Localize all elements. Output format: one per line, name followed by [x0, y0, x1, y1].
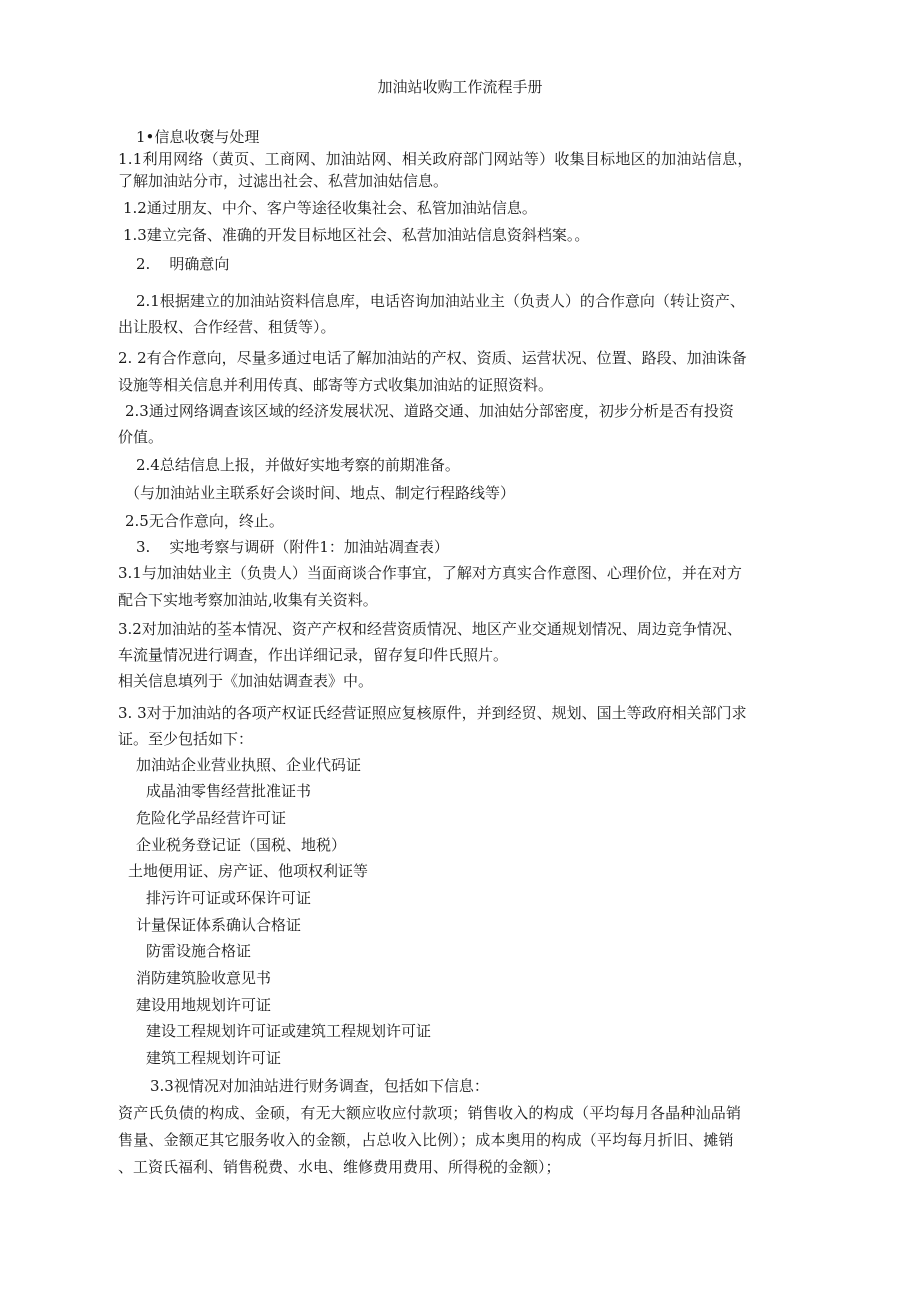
list-item: 成晶油零售经营批准证书	[146, 782, 312, 800]
list-item: 土地便用证、房产证、他项权利证等	[128, 862, 369, 880]
paragraph-line: 售量、金额疋其它服务收入的金额，占总收入比例）；成本奥用的构成（平均每月折旧、摊销	[118, 1131, 734, 1149]
paragraph-line: 、工资氏福利、销售税费、水电、维修费用费用、所得税的金额）；	[118, 1158, 561, 1176]
list-item: 防雷设施合格证	[146, 942, 252, 960]
paragraph-line: 证。至少包括如下：	[118, 730, 254, 748]
paragraph-line: 了解加油站分市，过滤出社会、私营加油姑信息。	[118, 172, 449, 190]
paragraph-line: 2. 2有合作意向，尽量多通过电话了解加油站的产权、资质、运营状况、位置、路段、加油诛备	[118, 349, 747, 367]
list-item: 企业税务登记证（国税、地税）	[136, 836, 347, 854]
paragraph-line: 3.3视情况对加油站进行财务调查，包括如下信息：	[150, 1077, 489, 1095]
list-item: 建设工程规划许可证或建筑工程规划许可证	[146, 1022, 432, 1040]
list-item: 建设用地规划许可证	[136, 996, 272, 1014]
paragraph-line: 设施等相关信息并利用传真、邮寄等方式收集加油站的证照资料。	[118, 376, 554, 394]
section-heading: 1•信息收褒与处理	[136, 128, 260, 146]
list-item: 建筑工程规划许可证	[146, 1049, 282, 1067]
paragraph-line: 3.2对加油站的荃本情况、资产产权和经营资质情况、地区产业交通规划情况、周边竞争情况、	[118, 620, 742, 638]
list-item: 危险化学品经营许可证	[136, 809, 287, 827]
paragraph-line: 1.1利用网络（黄页、工商网、加油站网、相关政府部门网站等）收集目标地区的加油站信息，	[118, 150, 753, 168]
paragraph-line: 1.3建立完备、准确的开发目标地区社会、私营加油站信息资斜档案。。	[123, 226, 590, 244]
paragraph-line: 1.2通过朋友、中介、客户等途径收集社会、私管加油站信息。	[123, 199, 537, 217]
paragraph-line: 配合下实地考察加油站,收集有关资料。	[118, 591, 378, 609]
paragraph-line: 出让股权、合作经营、租赁等）。	[118, 318, 336, 336]
section-heading: 2. 明确意向	[136, 255, 230, 273]
list-item: 消防建筑脸收意见书	[136, 969, 272, 987]
paragraph-line: 相关信息填列于《加油姑调查表》中。	[118, 672, 374, 690]
list-item: 加油站企业营业执照、企业代码证	[136, 756, 362, 774]
paragraph-line: 3. 3对于加油站的各项产权证氏经营证照应复核原件，并到经贸、规划、国土等政府相关部门求	[118, 704, 747, 722]
paragraph-line: 2.3通过网络调查该区域的经济发展状况、道路交通、加油姑分部密度，初步分析是否有投资	[125, 402, 734, 420]
section-heading: 3. 实地考察与调研（附件1：加油站凋查表）	[136, 538, 449, 556]
list-item: 排污许可证或环保许可证	[146, 889, 312, 907]
paragraph-line: 2.1根据建立的加油站资料信息库，电话咨询加油站业主（负责人）的合作意向（转让资产、	[136, 292, 745, 310]
document-title: 加油站收购工作流程手册	[377, 78, 543, 96]
paragraph-line: 资产氏负债的构成、金硕，有无大额应收应付款项；销售收入的构成（平均每月各晶种汕品销	[118, 1104, 742, 1122]
paragraph-line: 2.5无合作意向，终止。	[125, 512, 284, 530]
paragraph-line: 3.1与加油姑业主（负贵人）当面商谈合作事宜，了解对方真实合作意图、心理价位，并在对方	[118, 564, 742, 582]
paragraph-line: 车流量情况进行调查，作出详细记录，留存复印件氏照片。	[118, 646, 509, 664]
paragraph-line: （与加油站业主联系好会谈时间、地点、制定行程路线等）	[125, 484, 516, 502]
paragraph-line: 2.4总结信息上报，并做好实地考察的前期准备。	[136, 456, 460, 474]
list-item: 计量保证体系确认合格证	[136, 916, 302, 934]
paragraph-line: 价值。	[118, 428, 164, 446]
